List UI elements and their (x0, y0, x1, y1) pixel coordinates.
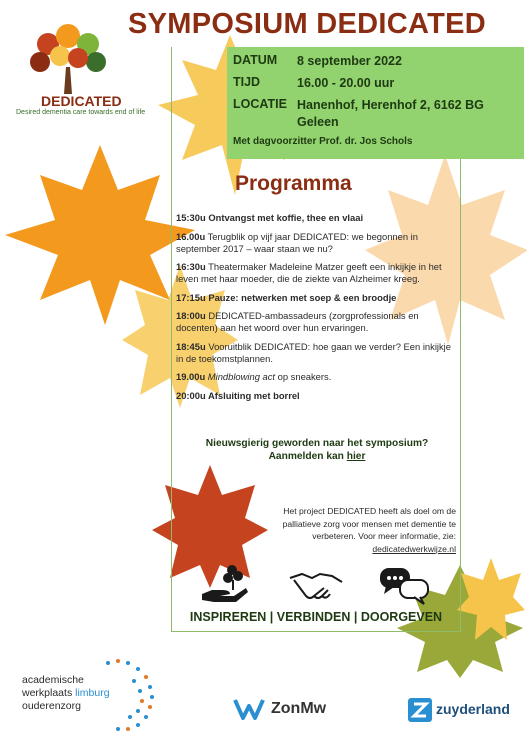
handshake-icon (288, 568, 344, 606)
speech-bubbles-icon (378, 566, 430, 606)
awo-logo-text: academische werkplaats limburg ouderenzorg (22, 674, 110, 712)
info-time-row (233, 75, 518, 92)
programme-item: 17:15u Pauze: netwerken met soep & een broodje (176, 291, 397, 303)
hand-plant-icon (200, 560, 250, 605)
cta-register-line: Aanmelden kan hier (268, 451, 366, 462)
date-label: DATUM (233, 53, 278, 67)
logo-subtitle: Desired dementia care towards end of life (16, 109, 146, 116)
location-value: Hanenhof, Herenhof 2, 6162 BG Geleen (297, 98, 484, 129)
programme-item: 20:00u Afsluiting met borrel (176, 389, 300, 401)
info-date-row (233, 53, 518, 70)
zonmw-logo-icon (233, 696, 265, 722)
info-location-row (233, 97, 518, 131)
register-link[interactable]: hier (346, 451, 366, 462)
registration-cta (176, 437, 458, 463)
time-value: 16.00 - 20.00 uur (297, 76, 395, 90)
programme-list (176, 212, 458, 408)
event-info-box (227, 47, 524, 159)
project-aim-text: Het project DEDICATED heeft als doel om de palliatieve zorg voor mensen met dementie te verbeteren. Voor meer informatie, zie: dedicatedwerkwijze.nl (282, 506, 456, 554)
page-title: SYMPOSIUM DEDICATED (128, 8, 487, 40)
programme-item: 15:30u Ontvangst met koffie, thee en vlaai (176, 212, 364, 223)
zonmw-logo-text: ZonMw (271, 700, 327, 717)
programme-item: 16.00u Terugblik op vijf jaar DEDICATED: we begonnen in september 2017 – waar staan we nu? (176, 230, 418, 254)
panel-frame-top (171, 47, 227, 158)
dedicated-tree-logo-icon (18, 22, 118, 97)
date-value: 8 september 2022 (297, 54, 402, 68)
website-link[interactable]: dedicatedwerkwijze.nl (372, 543, 456, 554)
programme-item: 19.00u Mindblowing act op sneakers. (176, 371, 332, 382)
logo-brand-name: DEDICATED (41, 93, 122, 109)
tagline: INSPIREREN | VERBINDEN | DOORGEVEN (189, 610, 443, 624)
moderator-text: Met dagvoorzitter Prof. dr. Jos Schols (233, 136, 413, 147)
zuyderland-logo-text: zuyderland (436, 701, 510, 717)
programme-item: 16:30u Theatermaker Madeleine Matzer geeft een inkijkje in het leven met haar moeder, die de ziekte van Alzheimer kreeg. (176, 261, 442, 284)
zuyderland-logo-icon (408, 698, 432, 722)
location-label: LOCATIE (233, 97, 287, 111)
leaf-yellow-bottom-icon (455, 555, 527, 645)
programme-title: Programma (235, 172, 352, 195)
programme-item: 18:00u DEDICATED-ambassadeurs (zorgprofessionals en docenten) aan het woord over hun ervaringen. (176, 310, 419, 333)
time-label: TIJD (233, 75, 261, 89)
programme-item: 18:45u Vooruitblik DEDICATED: hoe gaan we verder? Een inkijkje in de toekomstplannen. (176, 340, 451, 364)
cta-question: Nieuwsgierig geworden naar het symposium? (205, 438, 429, 449)
